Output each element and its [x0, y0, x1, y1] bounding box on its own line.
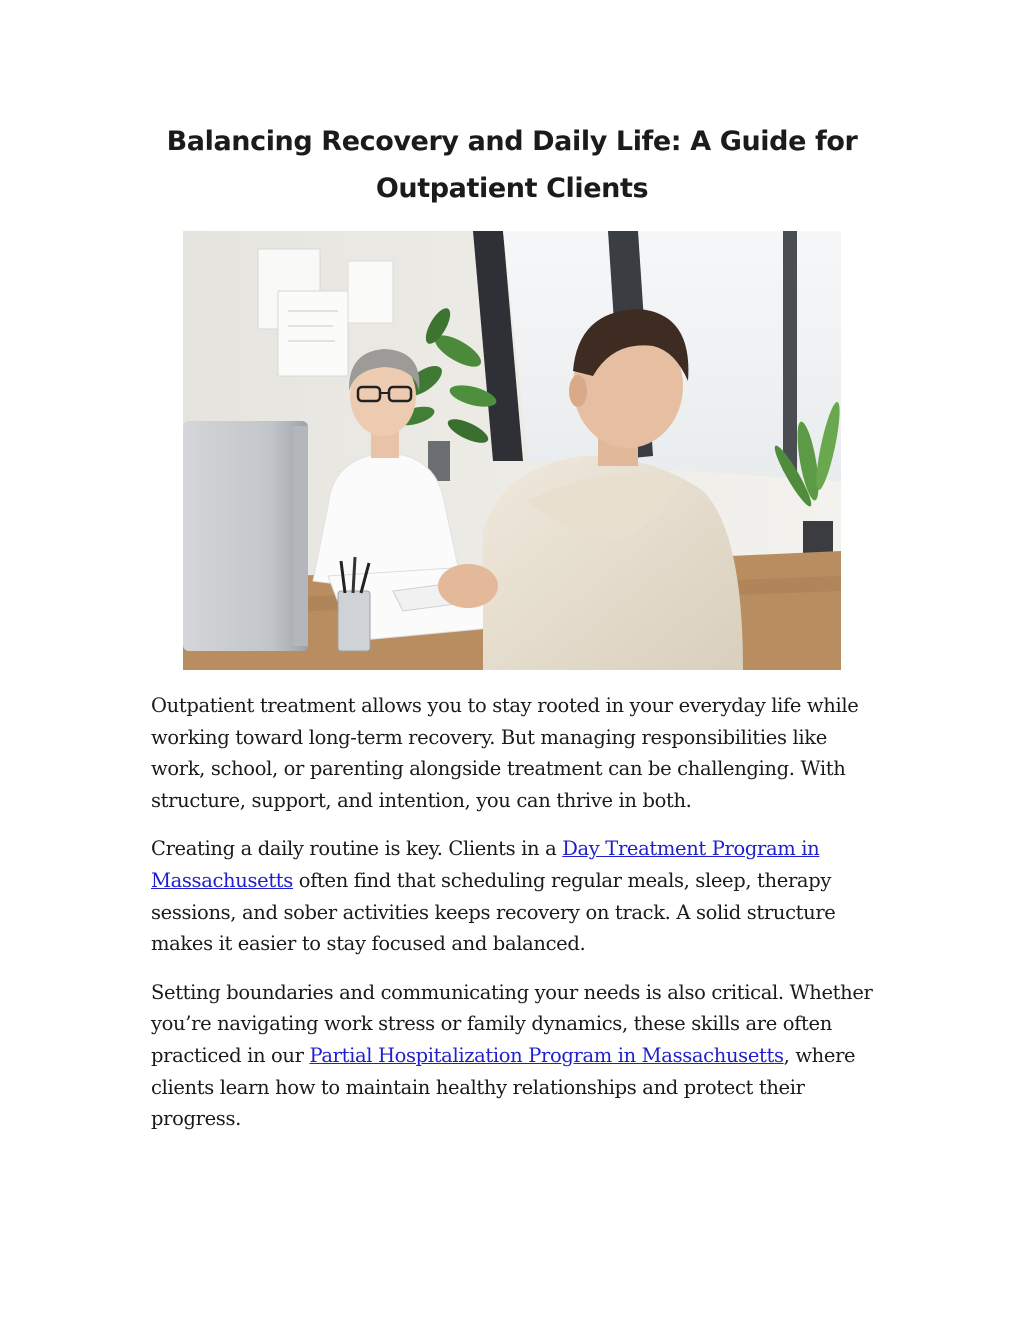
day-treatment-program-link[interactable]: Day Treatment Program in Massachusetts — [151, 837, 820, 892]
page-title — [150, 118, 874, 212]
title-line-2: Outpatient Clients — [375, 173, 649, 204]
paragraph-boundaries — [151, 977, 877, 1135]
paragraph-routine — [151, 833, 877, 959]
partial-hospitalization-program-link[interactable]: Partial Hospitalization Program in Massachusetts — [309, 1043, 784, 1067]
counseling-session-photo — [183, 231, 841, 670]
window-mullion — [783, 231, 797, 471]
wall-paper — [278, 291, 348, 376]
title-line-1: Balancing Recovery and Daily Life: A Guide for — [166, 126, 858, 157]
paragraph-intro — [151, 690, 877, 816]
pen-holder — [338, 591, 370, 651]
computer-monitor — [183, 421, 308, 651]
paragraph-boundaries-text-after: , where clients learn how to maintain healthy relationships and protect their progress. — [151, 1043, 856, 1131]
paragraph-routine-text-before: Creating a daily routine is key. Clients in a — [151, 837, 563, 861]
paragraph-boundaries-text-before: Setting boundaries and communicating your needs is also critical. Whether you’re navigating work stress or family dynamics, these skills are often practiced in our — [151, 980, 873, 1067]
paragraph-intro-text: Outpatient treatment allows you to stay rooted in your everyday life while working toward long-term recovery. But managing responsibilities like work, school, or parenting alongside treatment can be challenging. With structure, support, and intention, you can thrive in both. — [151, 694, 859, 812]
wall-paper — [348, 261, 393, 323]
man-hand — [438, 564, 498, 608]
article-body — [151, 690, 877, 1152]
paragraph-routine-text-after: often find that scheduling regular meals, sleep, therapy sessions, and sober activities keeps recovery on track. A solid structure makes it easier to stay focused and balanced. — [151, 868, 836, 956]
